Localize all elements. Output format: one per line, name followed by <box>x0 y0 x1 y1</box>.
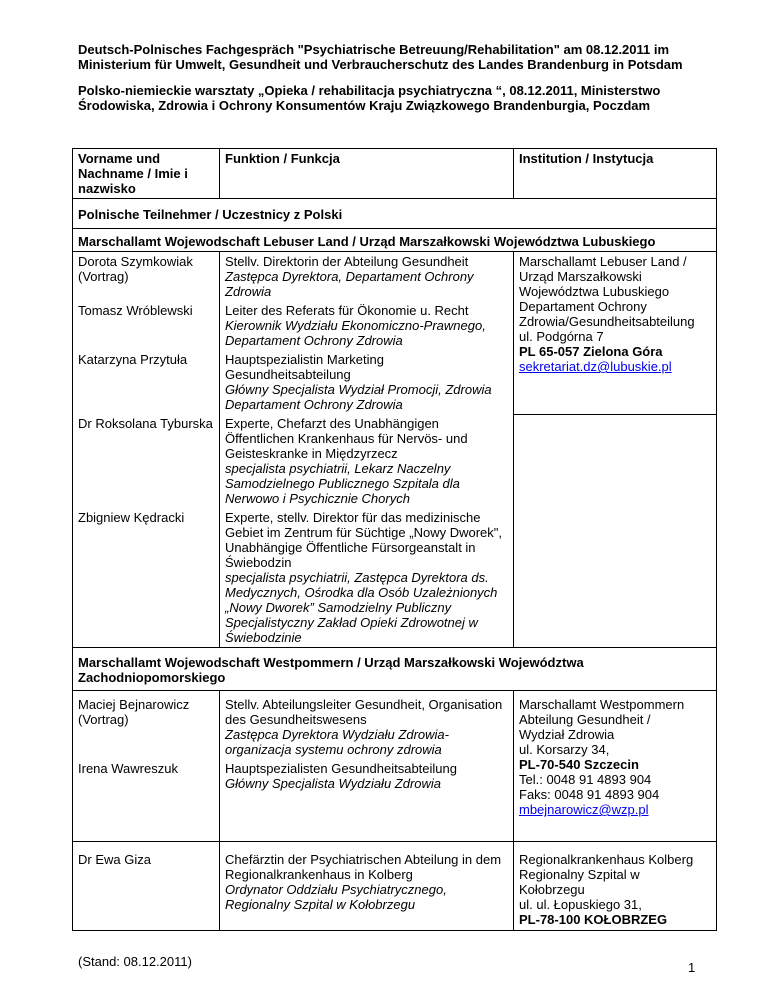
institution-line: Marschallamt Lebuser Land / <box>519 254 687 269</box>
page-number: 1 <box>688 960 696 975</box>
function-pl: Ordynator Oddziału Psychiatrycznego, Regionalny Szpital w Kołobrzegu <box>225 881 447 912</box>
institution-postcode: PL-70-540 Szczecin <box>519 757 639 772</box>
header-function: Funktion / Funkcja <box>220 149 514 199</box>
institution-postcode: PL-78-100 KOŁOBRZEG <box>519 911 668 927</box>
table-row <box>73 252 717 302</box>
name-cell <box>73 414 220 508</box>
function-de: Experte, stellv. Direktor für das medizinische Gebiet im Zentrum für Süchtige „Nowy Dworek", Unabhängige Öffentliche Fürsorgeanstalt in Świebodzin <box>225 510 502 570</box>
person-name: Tomasz Wróblewski <box>78 303 193 318</box>
institution-line: Regionalny Szpital w <box>519 866 640 882</box>
function-de: Stellv. Abteilungsleiter Gesundheit, Organisation des Gesundheitswesens <box>225 697 503 727</box>
person-name: Zbigniew Kędracki <box>78 510 185 525</box>
group-title-row <box>73 229 717 252</box>
function-pl: Zastępca Dyrektora Wydziału Zdrowia-organizacja systemu ochrony zdrowia <box>225 727 449 757</box>
function-cell <box>220 301 514 350</box>
function-cell <box>220 691 514 760</box>
institution-line: ul. Podgórna 7 <box>519 329 604 344</box>
function-cell <box>220 350 514 414</box>
function-pl: Kierownik Wydziału Ekonomiczno-Prawnego, Departament Ochrony Zdrowia <box>225 318 486 348</box>
name-cell <box>73 759 220 841</box>
document-header <box>78 42 718 124</box>
function-pl: Główny Specjalista Wydział Promocji, Zdrowia Departament Ochrony Zdrowia <box>225 382 492 412</box>
table-row <box>73 414 717 508</box>
group1-title: Marschallamt Wojewodschaft Lebuser Land / Urząd Marszałkowski Województwa Lubuskiego <box>73 229 717 252</box>
group2-title: Marschallamt Wojewodschaft Westpommern / Urząd Marszałkowski Województwa Zachodniopomorskiego <box>73 648 717 691</box>
function-pl: specjalista psychiatrii, Zastępca Dyrektora ds. Medycznych, Ośrodka dla Osób Uzależnionych „Nowy Dworek” Samodzielny Publiczny Specjalistyczny Zakład Opieki Zdrowotnej w Świebodzinie <box>225 570 498 645</box>
function-de: Hauptspezialisten Gesundheitsabteilung <box>225 761 457 776</box>
institution-line: ul. ul. Łopuskiego 31, <box>519 896 642 912</box>
person-name: Dr Ewa Giza <box>78 851 151 867</box>
participants-table <box>72 148 717 931</box>
function-de: Experte, Chefarzt des Unabhängigen Öffentlichen Krankenhaus für Nervös- und Geisteskranke in Międzyrzecz <box>225 416 468 461</box>
institution-line: Regionalkrankenhaus Kolberg <box>519 851 694 867</box>
person-note: (Vortrag) <box>78 269 129 284</box>
institution-line: Departament Ochrony <box>519 299 647 314</box>
name-cell <box>73 252 220 302</box>
function-cell <box>220 841 514 930</box>
group-title-row <box>73 648 717 691</box>
person-name: Dr Roksolana Tyburska <box>78 416 213 431</box>
name-cell <box>73 691 220 760</box>
institution-line: Województwa Lubuskiego <box>519 284 670 299</box>
institution-postcode: PL 65-057 Zielona Góra <box>519 344 663 359</box>
section-row <box>73 199 717 229</box>
header-institution: Institution / Instytucja <box>514 149 717 199</box>
person-note: (Vortrag) <box>78 712 129 727</box>
function-cell <box>220 759 514 841</box>
person-name: Katarzyna Przytuła <box>78 352 188 367</box>
polish-title: Polsko-niemieckie warsztaty „Opieka / rehabilitacja psychiatryczna “, 08.12.2011, Ministerstwo Środowiska, Zdrowia i Ochrony Konsumentów Kraju Związkowego Brandenburgia, Poczdam <box>78 83 661 113</box>
name-cell <box>73 301 220 350</box>
function-cell <box>220 508 514 648</box>
section-polish: Polnische Teilnehmer / Uczestnicy z Polski <box>73 199 717 229</box>
institution-line: Abteilung Gesundheit / <box>519 712 651 727</box>
institution-empty-cell <box>514 414 717 648</box>
institution-line: Marschallamt Westpommern <box>519 697 685 712</box>
function-de: Leiter des Referats für Ökonomie u. Recht <box>225 303 469 318</box>
name-cell <box>73 350 220 414</box>
institution-line: Urząd Marszałkowski <box>519 269 642 284</box>
function-de: Stellv. Direktorin der Abteilung Gesundheit <box>225 254 469 269</box>
table-header-row <box>73 149 717 199</box>
institution-line: ul. Korsarzy 34, <box>519 742 610 757</box>
header-name: Vorname und Nachname / Imie i nazwisko <box>73 149 220 199</box>
institution-line: Zdrowia/Gesundheitsabteilung <box>519 314 695 329</box>
institution-cell <box>514 841 717 930</box>
institution-line: Kołobrzegu <box>519 881 585 897</box>
german-title: Deutsch-Polnisches Fachgespräch "Psychiatrische Betreuung/Rehabilitation" am 08.12.2011 im Ministerium für Umwelt, Gesundheit und Verbraucherschutz des Landes Brandenburg in Potsdam <box>78 42 683 72</box>
name-cell <box>73 508 220 648</box>
footer-stand: (Stand: 08.12.2011) <box>78 954 192 969</box>
email-link[interactable]: sekretariat.dz@lubuskie.pl <box>519 359 672 374</box>
institution-cell <box>514 691 717 842</box>
function-cell <box>220 414 514 508</box>
function-pl: Zastępca Dyrektora, Departament Ochrony Zdrowia <box>225 269 474 299</box>
table-row <box>73 691 717 760</box>
institution-tel: Tel.: 0048 91 4893 904 <box>519 772 652 787</box>
institution-cell <box>514 252 717 415</box>
function-pl: specjalista psychiatrii, Lekarz Naczelny Samodzielnego Publicznego Szpitala dla Nerwowo i Psychicznie Chorych <box>225 461 460 506</box>
institution-line: Wydział Zdrowia <box>519 727 615 742</box>
email-link[interactable]: mbejnarowicz@wzp.pl <box>519 802 649 817</box>
name-cell <box>73 841 220 930</box>
table-row <box>73 841 717 930</box>
person-name: Dorota Szymkowiak <box>78 254 193 269</box>
function-de: Hauptspezialistin Marketing Gesundheitsabteilung <box>225 352 384 382</box>
person-name: Irena Wawreszuk <box>78 761 178 776</box>
function-de: Chefärztin der Psychiatrischen Abteilung in dem Regionalkrankenhaus in Kolberg <box>225 851 502 882</box>
function-cell <box>220 252 514 302</box>
institution-fax: Faks: 0048 91 4893 904 <box>519 787 660 802</box>
person-name: Maciej Bejnarowicz <box>78 697 190 712</box>
function-pl: Główny Specjalista Wydziału Zdrowia <box>225 776 442 791</box>
